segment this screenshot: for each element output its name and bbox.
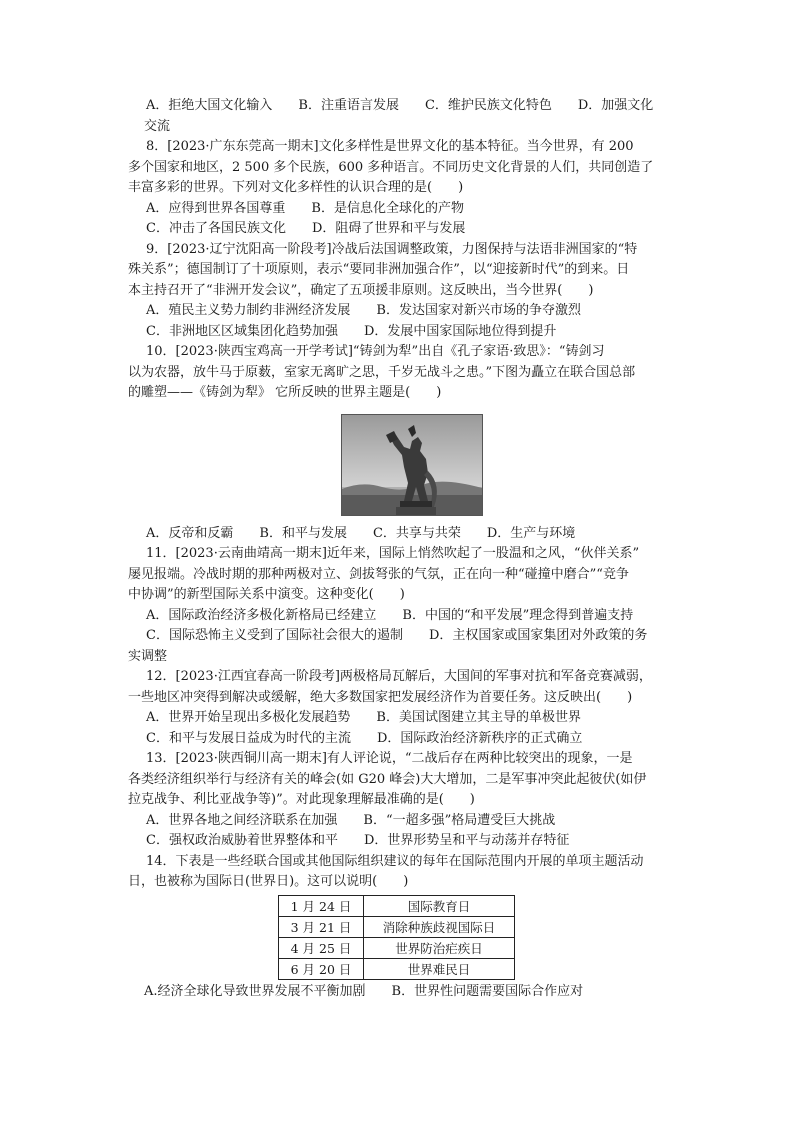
q9-stem-line-3: 本主持召开了“非洲开发会议”，确定了五项援非原则。这反映出，当今世界( ) — [128, 282, 594, 298]
q10-stem-line-2: 以为农器，放牛马于原薮，室家无离旷之思，千岁无战斗之患。”下图为矗立在联合国总部 — [128, 364, 636, 380]
q14-option-ab: A.经济全球化导致世界发展不平衡加剧 B．世界性问题需要国际合作应对 — [144, 983, 584, 999]
q13-option-cd: C．强权政治威胁着世界整体和平 D．世界形势呈和平与动荡并存特征 — [146, 833, 570, 848]
question-12 — [128, 667, 676, 749]
q11-option-ab: A．国际政治经济多极化新格局已经建立 B．中国的“和平发展”理念得到普遍支持 — [146, 607, 634, 623]
q9-stem-line-1: 9．[2023·辽宁沈阳高一阶段考]冷战后法国调整政策，力图保持与法语非洲国家的“特 — [146, 241, 638, 257]
q13-stem-line-3: 拉克战争、利比亚战争等)”。对此现象理解最准确的是( ) — [128, 792, 475, 807]
q11-option-d-cont: 实调整 — [128, 648, 168, 664]
q8-stem-line-2: 多个国家和地区，2 500 多个民族，600 多种语言。不同历史文化背景的人们，共同创造了 — [128, 159, 654, 175]
q12-stem-line-2: 一些地区冲突得到解决或缓解，绝大多数国家把发展经济作为首要任务。这反映出( ) — [128, 689, 633, 705]
table-cell-name: 世界防治疟疾日 — [364, 937, 515, 958]
table-cell-date: 1 月 24 日 — [279, 895, 364, 916]
q7-options-line-1: A．拒绝大国文化输入 B．注重语言发展 C．维护民族文化特色 D．加强文化 — [146, 98, 654, 113]
table-row — [279, 895, 515, 916]
q8-option-cd: C．冲击了各国民族文化 D．阻碍了世界和平与发展 — [146, 221, 466, 236]
q12-option-ab: A．世界开始呈现出多极化发展趋势 B．美国试图建立其主导的单极世界 — [146, 710, 581, 725]
q14-stem-line-2: 日，也被称为国际日(世界日)。这可以说明( ) — [128, 874, 409, 889]
sculpture-image — [342, 415, 482, 515]
q8-option-ab: A．应得到世界各国尊重 B．是信息化全球化的产物 — [146, 200, 464, 216]
q10-options: A．反帝和反霸 B．和平与发展 C．共享与共荣 D．生产与环境 — [146, 525, 576, 541]
q10-stem-line-3: 的雕塑——《铸剑为犁》 它所反映的世界主题是( ) — [128, 385, 442, 400]
q13-stem-line-1: 13．[2023·陕西铜川高一期末]有人评论说，“二战后存在两种比较突出的现象，一是 — [146, 751, 633, 766]
q11-option-cd: C．国际恐怖主义受到了国际社会很大的遏制 D．主权国家或国家集团对外政策的务 — [146, 628, 648, 643]
days-table — [278, 895, 515, 980]
table-cell-name: 国际教育日 — [364, 895, 515, 916]
international-days-table — [278, 895, 676, 980]
table-cell-date: 6 月 20 日 — [279, 958, 364, 979]
q11-stem-line-3: 中协调”的新型国际关系中演变。这种变化( ) — [128, 587, 405, 602]
q11-stem-line-1: 11．[2023·云南曲靖高一期末]近年来，国际上悄然吹起了一股温和之风，“伙伴关系” — [146, 546, 640, 561]
q14-stem-line-1: 14．下表是一些经联合国或其他国际组织建议的每年在国际范围内开展的单项主题活动 — [146, 853, 644, 869]
q13-stem-line-2: 各类经济组织举行与经济有关的峰会(如 G20 峰会)大大增加，二是军事冲突此起彼伏(如伊 — [128, 771, 647, 787]
table-cell-name: 消除种族歧视国际日 — [364, 916, 515, 937]
table-cell-date: 3 月 21 日 — [279, 916, 364, 937]
q9-stem-line-2: 殊关系”；德国制订了十项原则，表示“要同非洲加强合作”，以“迎接新时代”的到来。日 — [128, 262, 630, 277]
q9-option-ab: A．殖民主义势力制约非洲经济发展 B．发达国家对新兴市场的争夺激烈 — [146, 303, 581, 318]
q9-option-cd: C．非洲地区区域集团化趋势加强 D．发展中国家国际地位得到提升 — [146, 323, 557, 339]
q12-option-cd: C．和平与发展日益成为时代的主流 D．国际政治经济新秩序的正式确立 — [146, 730, 583, 746]
q8-stem-line-3: 丰富多彩的世界。下列对文化多样性的认识合理的是( ) — [128, 180, 464, 195]
question-11 — [128, 544, 676, 667]
table-cell-date: 4 月 25 日 — [279, 937, 364, 958]
question-content — [128, 96, 676, 1002]
table-row — [279, 937, 515, 958]
q8-stem-line-1: 8．[2023·广东东莞高一期末]文化多样性是世界文化的基本特征。当今世界，有 200 — [146, 139, 634, 154]
q10-stem-line-1: 10．[2023·陕西宝鸡高一开学考试]“铸剑为犁”出自《孔子家语·致思》：“铸剑习 — [146, 344, 605, 359]
table-row — [279, 916, 515, 937]
q7-options-line-2: 交流 — [144, 118, 171, 134]
question-10 — [128, 342, 676, 544]
question-8 — [128, 137, 676, 240]
sculpture-photo — [341, 414, 483, 516]
q11-stem-line-2: 屡见报端。冷战时期的那种两极对立、剑拔弩张的气氛，正在向一种“碰撞中磨合”“竞争 — [128, 566, 629, 582]
question-13 — [128, 749, 676, 852]
question-9 — [128, 240, 676, 343]
q12-stem-line-1: 12．[2023·江西宜春高一阶段考]两极格局瓦解后，大国间的军事对抗和军备竞赛减弱， — [146, 669, 652, 684]
table-cell-name: 世界难民日 — [364, 958, 515, 979]
q13-option-ab: A．世界各地之间经济联系在加强 B．“一超多强”格局遭受巨大挑战 — [146, 812, 556, 828]
question-14 — [128, 852, 676, 1003]
table-row — [279, 958, 515, 979]
